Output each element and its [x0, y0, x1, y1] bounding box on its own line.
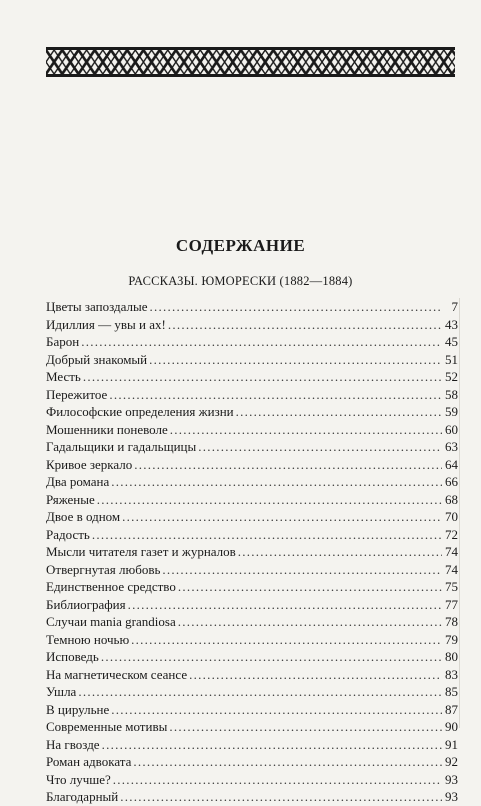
- toc-entry[interactable]: [46, 718, 458, 736]
- toc-entry[interactable]: [46, 753, 458, 771]
- dot-leader: [178, 613, 442, 631]
- entry-page: 51: [445, 351, 458, 367]
- entry-title: Библиография: [46, 596, 126, 612]
- dot-leader: [78, 683, 442, 701]
- entry-page: 79: [445, 631, 458, 647]
- dot-leader: [162, 561, 442, 579]
- dot-leader: [149, 298, 442, 316]
- page-edge-shadow: [459, 298, 460, 728]
- toc-entry[interactable]: [46, 561, 458, 579]
- toc-entry[interactable]: [46, 298, 458, 316]
- entry-page: 63: [445, 439, 458, 454]
- toc-entry[interactable]: [46, 648, 458, 666]
- entry-title: Философские определения жизни: [46, 404, 234, 419]
- toc-entry[interactable]: [46, 771, 458, 789]
- entry-title: Месть: [46, 369, 81, 384]
- dot-leader: [92, 526, 442, 544]
- entry-title: Современные мотивы: [46, 719, 168, 734]
- entry-title: Ряженые: [46, 491, 95, 507]
- dot-leader: [238, 543, 442, 561]
- dot-leader: [109, 386, 442, 404]
- entry-page: 7: [451, 299, 458, 314]
- lattice-ornament: [46, 50, 455, 74]
- entry-title: На магнетическом сеансе: [46, 666, 188, 682]
- entry-title: Мошенники поневоле: [46, 421, 168, 437]
- entry-title: Двое в одном: [46, 509, 121, 524]
- entry-page: 66: [445, 474, 458, 489]
- toc-entry[interactable]: [46, 526, 458, 544]
- entry-title: В цирульне: [46, 701, 110, 717]
- entry-page: 68: [445, 491, 458, 507]
- dot-leader: [189, 666, 442, 684]
- entry-page: 75: [445, 579, 458, 594]
- entry-title: Барон: [46, 334, 80, 349]
- dot-leader: [101, 648, 442, 666]
- entry-title: Единственное средство: [46, 579, 176, 594]
- dot-leader: [113, 771, 442, 789]
- toc-entry[interactable]: [46, 386, 458, 404]
- entry-title: Отвергнутая любовь: [46, 561, 161, 577]
- entry-title: Ушла: [46, 684, 77, 699]
- toc-entry[interactable]: [46, 491, 458, 509]
- dot-leader: [81, 333, 442, 351]
- entry-page: 59: [445, 404, 458, 419]
- entry-page: 60: [445, 421, 458, 437]
- entry-title: Гадальщики и гадальщицы: [46, 439, 197, 454]
- toc-entry[interactable]: [46, 351, 458, 369]
- toc-entry[interactable]: [46, 788, 458, 806]
- entry-title: Цветы запоздалые: [46, 299, 148, 314]
- dot-leader: [131, 631, 442, 649]
- toc-entry[interactable]: [46, 456, 458, 474]
- entry-page: 91: [445, 736, 458, 752]
- entry-title: Исповедь: [46, 649, 99, 664]
- entry-page: 77: [445, 596, 458, 612]
- entry-page: 70: [445, 509, 458, 524]
- dot-leader: [97, 491, 442, 509]
- toc-entry[interactable]: [46, 736, 458, 754]
- dot-leader: [178, 578, 442, 596]
- entry-page: 92: [445, 754, 458, 769]
- entry-page: 78: [445, 614, 458, 629]
- entry-title: Роман адвоката: [46, 754, 132, 769]
- dot-leader: [83, 368, 442, 386]
- entry-title: Темною ночью: [46, 631, 130, 647]
- dot-leader: [111, 473, 442, 491]
- toc-entry[interactable]: [46, 596, 458, 614]
- entry-title: Благодарный: [46, 789, 119, 804]
- entry-page: 93: [445, 771, 458, 787]
- dot-leader: [198, 438, 442, 456]
- entry-title: Два романа: [46, 474, 110, 489]
- entry-title: Мысли читателя газет и журналов: [46, 544, 236, 559]
- dot-leader: [149, 351, 442, 369]
- toc-entry[interactable]: [46, 316, 458, 334]
- toc-entry[interactable]: [46, 508, 458, 526]
- entry-page: 80: [445, 649, 458, 664]
- entry-page: 52: [445, 369, 458, 384]
- page-title: СОДЕРЖАНИЕ: [175, 236, 306, 255]
- toc-entry[interactable]: [46, 473, 458, 491]
- table-of-contents: [46, 298, 458, 806]
- toc-entry[interactable]: [46, 666, 458, 684]
- dot-leader: [236, 403, 442, 421]
- dot-leader: [133, 753, 442, 771]
- toc-entry[interactable]: [46, 613, 458, 631]
- toc-entry[interactable]: [46, 403, 458, 421]
- section-heading: РАССКАЗЫ. ЮМОРЕСКИ (1882—1884): [128, 274, 353, 288]
- entry-title: Кривое зеркало: [46, 456, 133, 472]
- decorative-header-band: [46, 47, 455, 77]
- entry-page: 74: [445, 561, 458, 577]
- entry-page: 58: [445, 386, 458, 402]
- entry-page: 90: [445, 719, 458, 734]
- toc-entry[interactable]: [46, 333, 458, 351]
- toc-entry[interactable]: [46, 438, 458, 456]
- toc-entry[interactable]: [46, 631, 458, 649]
- entry-title: Добрый знакомый: [46, 351, 148, 367]
- entry-title: Пережитое: [46, 386, 108, 402]
- dot-leader: [168, 316, 442, 334]
- toc-entry[interactable]: [46, 543, 458, 561]
- dot-leader: [170, 421, 442, 439]
- entry-page: 72: [445, 526, 458, 542]
- entry-page: 93: [445, 789, 458, 804]
- dot-leader: [169, 718, 442, 736]
- entry-page: 43: [445, 316, 458, 332]
- toc-entry[interactable]: [46, 421, 458, 439]
- entry-page: 87: [445, 701, 458, 717]
- entry-title: Радость: [46, 526, 90, 542]
- toc-entry[interactable]: [46, 701, 458, 719]
- entry-page: 85: [445, 684, 458, 699]
- toc-entry[interactable]: [46, 368, 458, 386]
- entry-page: 64: [445, 456, 458, 472]
- entry-title: На гвозде: [46, 736, 100, 752]
- entry-page: 83: [445, 666, 458, 682]
- entry-title: Что лучше?: [46, 771, 111, 787]
- entry-page: 74: [445, 544, 458, 559]
- entry-page: 45: [445, 334, 458, 349]
- dot-leader: [134, 456, 442, 474]
- dot-leader: [128, 596, 442, 614]
- entry-title: Случаи mania grandiosa: [46, 614, 176, 629]
- dot-leader: [120, 788, 442, 806]
- dot-leader: [102, 736, 442, 754]
- toc-entry[interactable]: [46, 578, 458, 596]
- bleed-through-text: [48, 90, 453, 102]
- dot-leader: [111, 701, 442, 719]
- toc-entry[interactable]: [46, 683, 458, 701]
- entry-title: Идиллия — увы и ах!: [46, 316, 166, 332]
- dot-leader: [122, 508, 442, 526]
